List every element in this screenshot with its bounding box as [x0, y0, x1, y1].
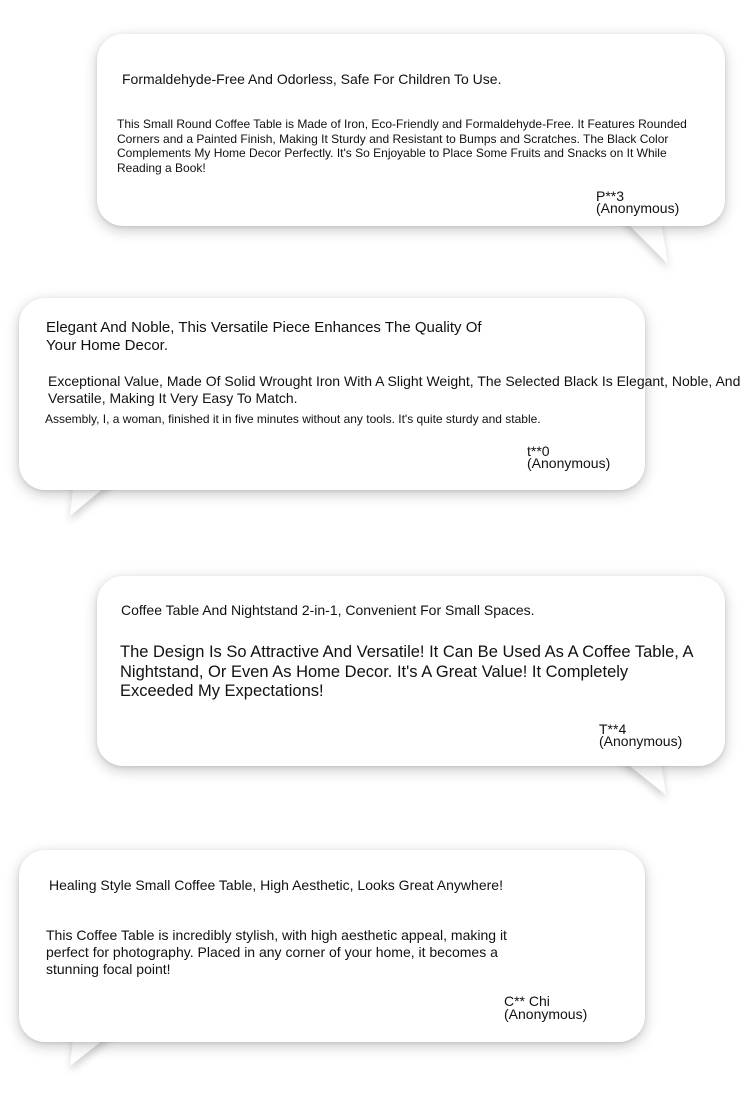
- review-body: This Coffee Table is incredibly stylish, with high aesthetic appeal, making it perfect for photography. Placed in any corner of your home, it becomes a stunning focal point!: [46, 927, 507, 977]
- review-headline: Healing Style Small Coffee Table, High Aesthetic, Looks Great Anywhere!: [49, 877, 503, 893]
- reviewer-name: T**4: [599, 721, 627, 737]
- reviewer-anonymous-label: (Anonymous): [599, 733, 683, 749]
- reviewer-anonymous-label: (Anonymous): [596, 200, 680, 216]
- review-extra-note: Assembly, I, a woman, finished it in five minutes without any tools. It's quite sturdy and stable.: [45, 412, 541, 426]
- review-body: Exceptional Value, Made Of Solid Wrought Iron With A Slight Weight, The Selected Black Is Elegant, Noble, And Versatile, Making It Very Easy To Match.: [48, 373, 741, 406]
- reviewer-name: C** Chi: [504, 993, 550, 1009]
- reviewer-anonymous-label: (Anonymous): [504, 1006, 588, 1022]
- review-headline: Coffee Table And Nightstand 2-in-1, Convenient For Small Spaces.: [121, 602, 535, 618]
- review-body: The Design Is So Attractive And Versatile! It Can Be Used As A Coffee Table, A Nightstand, Or Even As Home Decor. It's A Great Value! It Completely Exceeded My Expectations!: [120, 643, 693, 700]
- reviewer-anonymous-label: (Anonymous): [527, 455, 611, 471]
- review-headline: Formaldehyde-Free And Odorless, Safe For Children To Use.: [122, 71, 502, 87]
- review-headline: Elegant And Noble, This Versatile Piece Enhances The Quality Of Your Home Decor.: [46, 319, 482, 354]
- review-body: This Small Round Coffee Table is Made of Iron, Eco-Friendly and Formaldehyde-Free. It Features Rounded Corners and a Painted Finish, Making It Sturdy and Resistant to Bumps and Scratches. The Black Color Complements My Home Decor Perfectly. It's So Enjoyable to Place Some Fruits and Snacks on It While Reading a Book!: [117, 117, 687, 175]
- reviewer-name: t**0: [527, 443, 550, 459]
- reviewer-name: P**3: [596, 188, 625, 204]
